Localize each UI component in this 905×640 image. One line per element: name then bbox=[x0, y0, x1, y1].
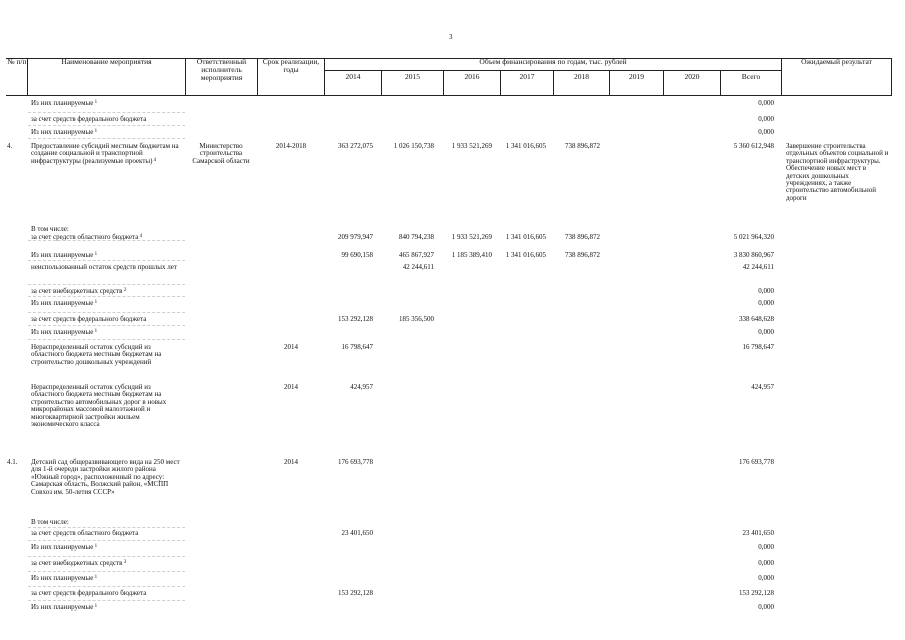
row-divider bbox=[28, 138, 185, 139]
row-total: 0,000 bbox=[758, 115, 774, 123]
row-value-2018: 738 896,872 bbox=[565, 251, 600, 259]
year-header: 2017 bbox=[519, 72, 535, 81]
row-divider bbox=[28, 312, 185, 313]
row-total: 16 798,647 bbox=[742, 343, 774, 351]
row-divider bbox=[28, 556, 185, 557]
footnote-mark: 1 bbox=[93, 252, 98, 257]
footnote-mark: 2 bbox=[122, 288, 127, 293]
row-name: за счет внебюджетных средств $^3$ bbox=[31, 559, 127, 567]
header-name: Наименование мероприятия bbox=[61, 57, 152, 66]
row-value-2015: 42 244,611 bbox=[402, 263, 434, 271]
row-value-2014: 153 292,128 bbox=[338, 315, 373, 323]
row-divider bbox=[28, 260, 185, 261]
row-value-2015: 465 867,927 bbox=[399, 251, 434, 259]
row-executor: Министерство строительства Самарской области bbox=[192, 142, 250, 165]
row-name: Из них планируемые $^1$ bbox=[31, 543, 98, 551]
row-name: за счет средств областного бюджета $^4$ bbox=[31, 233, 143, 241]
row-total: 0,000 bbox=[758, 128, 774, 136]
row-total: 3 830 860,967 bbox=[733, 251, 774, 259]
row-total: 0,000 bbox=[758, 543, 774, 551]
header-result: Ожидаемый результат bbox=[801, 57, 872, 66]
footnote-mark: 1 bbox=[93, 100, 98, 105]
row-value-2015: 185 356,500 bbox=[399, 315, 434, 323]
row-total: 0,000 bbox=[758, 328, 774, 336]
year-header: 2015 bbox=[405, 72, 420, 81]
row-name: Нераспределенный остаток субсидий из областного бюджета местным бюджетам на строительство дошкольных учреждений bbox=[31, 343, 162, 366]
footnote-mark: 3 bbox=[122, 560, 127, 565]
row-divider bbox=[28, 125, 185, 126]
row-total: 0,000 bbox=[758, 299, 774, 307]
row-divider bbox=[28, 600, 185, 601]
row-total: 0,000 bbox=[758, 559, 774, 567]
row-name: Из них планируемые $^1$ bbox=[31, 99, 98, 107]
row-total: 23 401,650 bbox=[742, 529, 774, 537]
row-name: Из них планируемые $^1$ bbox=[31, 603, 98, 611]
page-number: 3 bbox=[449, 33, 453, 41]
row-name: за счет средств федерального бюджета bbox=[31, 589, 147, 597]
row-name: за счет средств федерального бюджета bbox=[31, 115, 147, 123]
row-total: 5 360 612,948 bbox=[733, 142, 774, 150]
footnote-mark: 1 bbox=[93, 544, 98, 549]
header-bottom-rule bbox=[6, 95, 891, 96]
row-total: 0,000 bbox=[758, 287, 774, 295]
row-total: 176 693,778 bbox=[739, 458, 774, 466]
row-value-2017: 1 341 016,605 bbox=[505, 251, 546, 259]
row-name: за счет внебюджетных средств $^2$ bbox=[31, 287, 127, 295]
row-term: 2014 bbox=[284, 458, 298, 466]
header-funding: Объем финансирования по годам, тыс. рублей bbox=[479, 57, 627, 66]
row-value-2018: 738 896,872 bbox=[565, 142, 600, 150]
row-divider bbox=[28, 571, 185, 572]
year-header: 2014 bbox=[345, 72, 361, 81]
row-value-2014: 99 690,158 bbox=[341, 251, 373, 259]
col-sep bbox=[891, 58, 892, 96]
row-total: 424,957 bbox=[751, 383, 774, 391]
row-divider bbox=[28, 240, 185, 241]
row-divider bbox=[28, 296, 185, 297]
row-value-2014: 176 693,778 bbox=[338, 458, 373, 466]
header-executor: Ответственный исполнитель мероприятия bbox=[196, 57, 247, 82]
year-header: 2019 bbox=[629, 72, 644, 81]
header-num: № п/п bbox=[7, 57, 27, 66]
footnote-mark: 1 bbox=[93, 575, 98, 580]
row-name: Из них планируемые $^1$ bbox=[31, 299, 98, 307]
row-total: 5 021 964,320 bbox=[733, 233, 774, 241]
row-value-2014: 209 979,947 bbox=[338, 233, 373, 241]
year-header: Всего bbox=[741, 72, 761, 81]
row-term: 2014 bbox=[284, 383, 298, 391]
row-name: В том числе: bbox=[31, 518, 69, 526]
row-total: 0,000 bbox=[758, 574, 774, 582]
header-term: Срок реализации, годы bbox=[262, 57, 320, 74]
row-value-2018: 738 896,872 bbox=[565, 233, 600, 241]
footnote-mark: 4 bbox=[138, 234, 143, 239]
footnote-mark: 1 bbox=[93, 300, 98, 305]
row-value-2015: 840 794,238 bbox=[399, 233, 434, 241]
row-value-2016: 1 933 521,269 bbox=[451, 233, 492, 241]
row-divider bbox=[28, 540, 185, 541]
footnote-mark: 1 bbox=[93, 329, 98, 334]
row-value-2015: 1 026 150,738 bbox=[393, 142, 434, 150]
footnote-mark: 1 bbox=[93, 129, 98, 134]
row-value-2014: 16 798,647 bbox=[341, 343, 373, 351]
row-value-2016: 1 185 389,410 bbox=[451, 251, 492, 259]
row-name: В том числе: bbox=[31, 225, 69, 233]
footnote-mark: 4 bbox=[152, 157, 157, 163]
row-divider bbox=[28, 339, 185, 340]
row-divider bbox=[28, 586, 185, 587]
row-divider bbox=[28, 112, 185, 113]
year-header: 2020 bbox=[684, 72, 700, 81]
row-name: за счет средств областного бюджета bbox=[31, 529, 139, 537]
row-value-2014: 424,957 bbox=[350, 383, 373, 391]
row-value-2014: 363 272,075 bbox=[338, 142, 373, 150]
row-divider bbox=[28, 325, 185, 326]
row-total: 0,000 bbox=[758, 99, 774, 107]
row-total: 153 292,128 bbox=[739, 589, 774, 597]
row-divider bbox=[28, 284, 185, 285]
row-value-2014: 23 401,650 bbox=[341, 529, 373, 537]
row-term: 2014 bbox=[284, 343, 298, 351]
year-header: 2016 bbox=[464, 72, 480, 81]
row-divider bbox=[28, 527, 185, 528]
row-total: 0,000 bbox=[758, 603, 774, 611]
row-result: Завершение строительства отдельных объектов социальной и транспортной инфраструктуры. Обеспечение новых мест в детских дошкольных учреждениях, а также строительство автомобильной дороги bbox=[786, 142, 889, 202]
row-value-2014: 153 292,128 bbox=[338, 589, 373, 597]
row-number: 4.1. bbox=[7, 458, 18, 466]
row-name: Детский сад общеразвивающего вида на 250 мест для 1-й очереди застройки жилого района «Южный город», расположенный по адресу: Самарская область, Волжский район, «МСПП Совхоз им. 50-летия СССР» bbox=[31, 458, 180, 496]
row-total: 42 244,611 bbox=[742, 263, 774, 271]
row-value-2016: 1 933 521,269 bbox=[451, 142, 492, 150]
row-total: 338 648,628 bbox=[739, 315, 774, 323]
year-header: 2018 bbox=[574, 72, 589, 81]
row-name: Из них планируемые $^1$ bbox=[31, 328, 98, 336]
row-term: 2014-2018 bbox=[275, 142, 307, 150]
row-name: Нераспределенный остаток субсидий из областного бюджета местным бюджетам на строительство автомобильных дорог в новых микрорайонах массовой малоэтажной и многоквартирной застройки жильем экономического класса bbox=[31, 383, 167, 429]
row-number: 4. bbox=[7, 142, 13, 150]
row-name: Из них планируемые $^1$ bbox=[31, 128, 98, 136]
row-name: Предоставление субсидий местным бюджетам на создание социальной и транспортной инфраструктуры (реализуемые проекты) $^4$ bbox=[31, 142, 179, 165]
row-name: Из них планируемые $^1$ bbox=[31, 251, 98, 259]
row-name: Из них планируемые $^1$ bbox=[31, 574, 98, 582]
footnote-mark: 1 bbox=[93, 604, 98, 609]
row-name: неиспользованный остаток средств прошлых лет bbox=[31, 263, 177, 271]
row-value-2017: 1 341 016,605 bbox=[505, 233, 546, 241]
row-name: за счет средств федерального бюджета bbox=[31, 315, 147, 323]
row-value-2017: 1 341 016,605 bbox=[505, 142, 546, 150]
